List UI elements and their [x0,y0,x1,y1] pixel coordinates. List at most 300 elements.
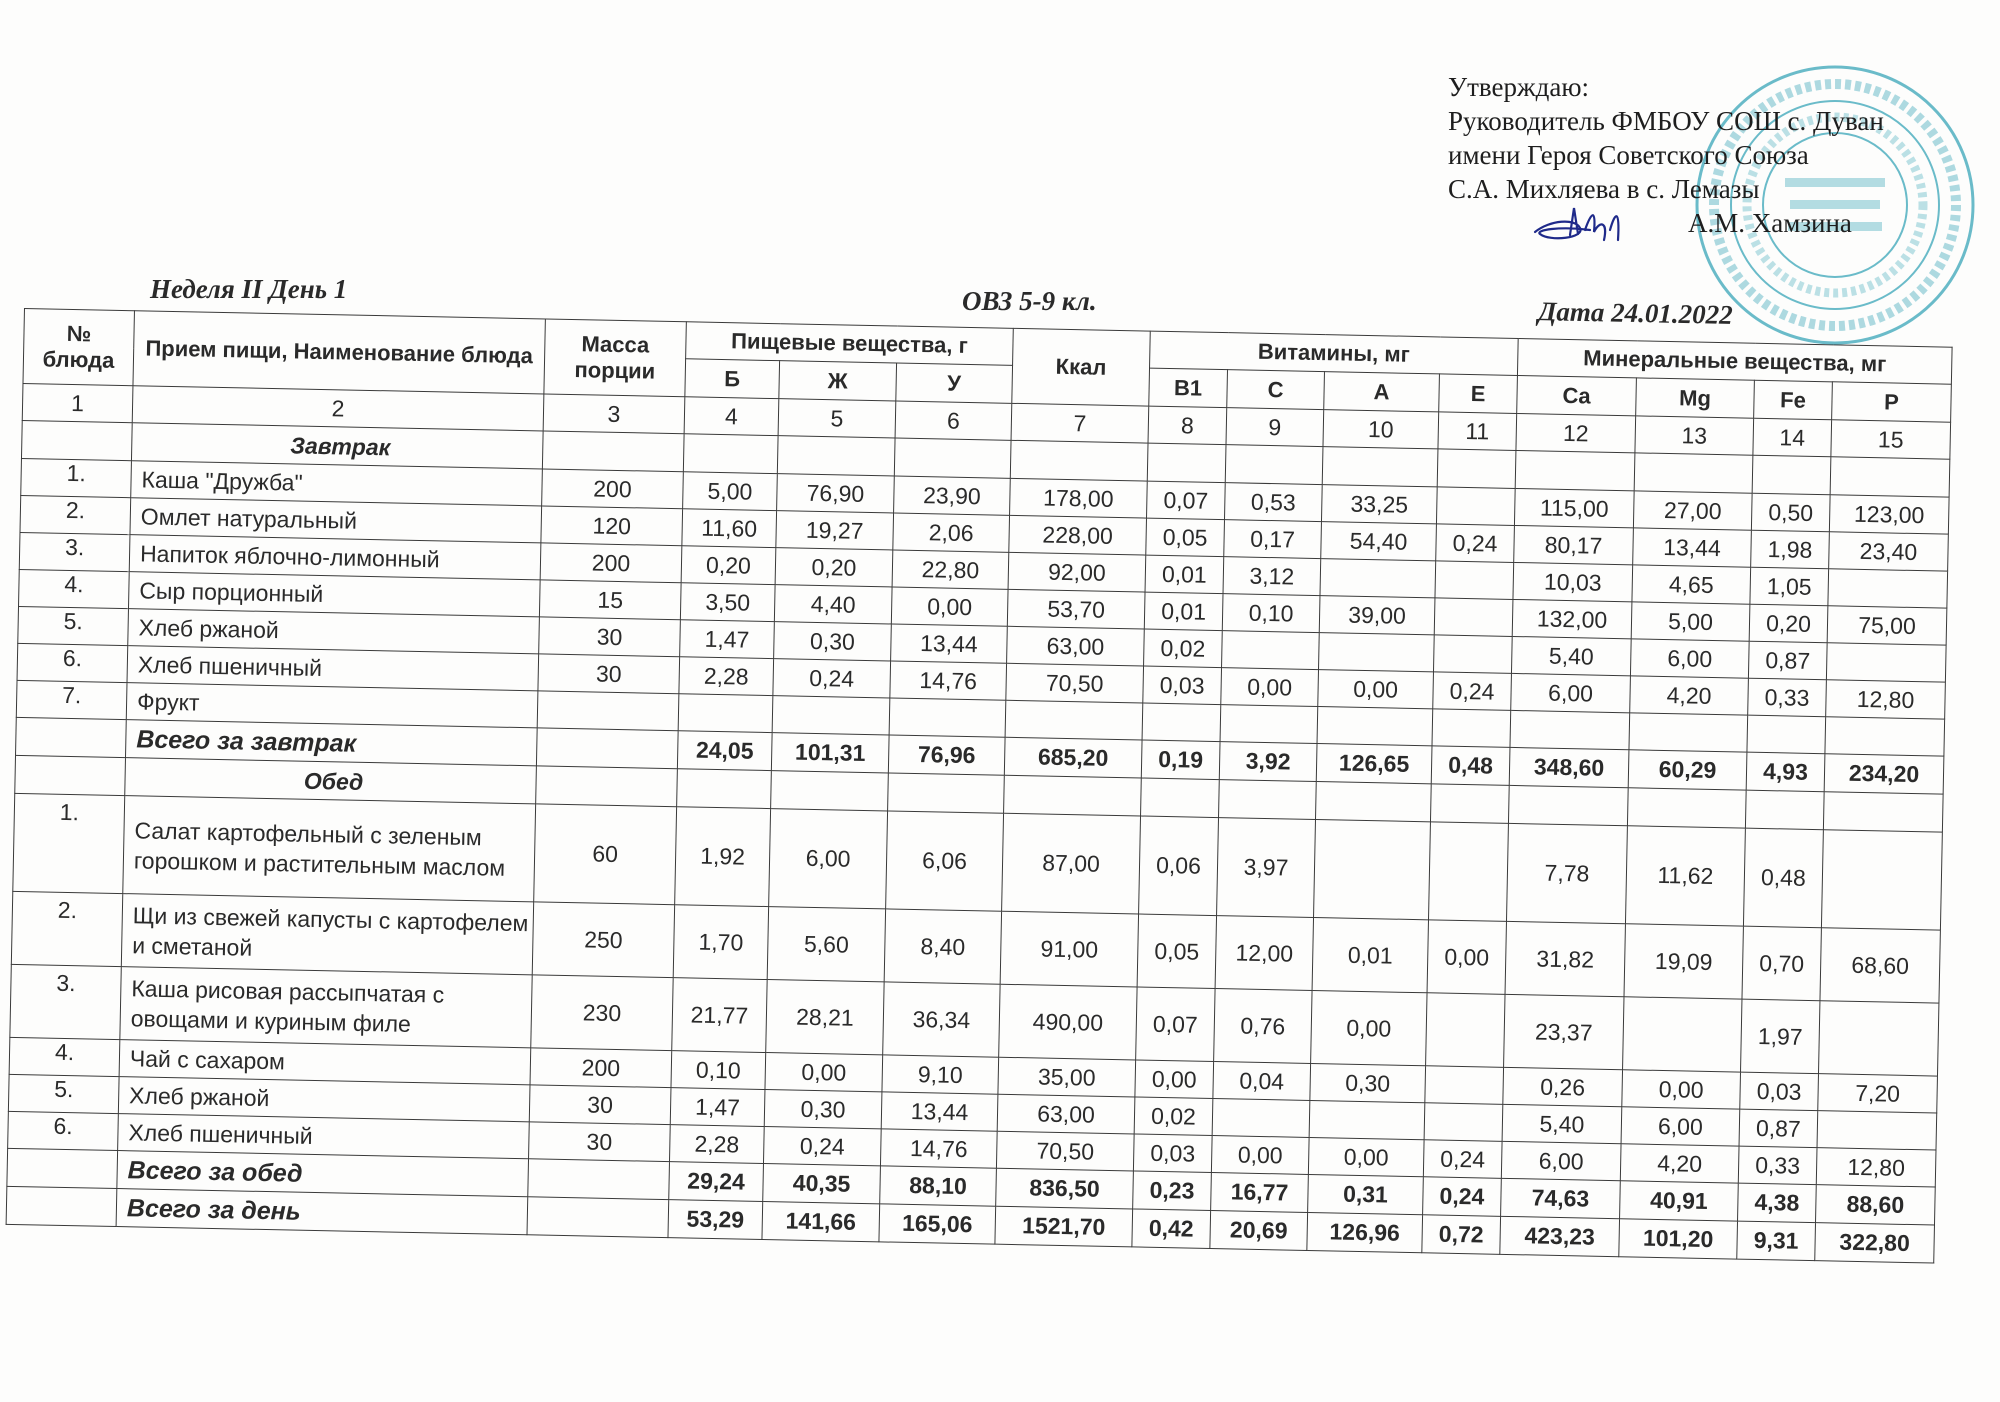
cell-protein: 2,28 [679,657,774,696]
cell-protein [678,694,773,733]
cell-calcium: 0,26 [1503,1067,1623,1106]
cell-protein: 0,20 [681,546,776,585]
header-c: C [1227,370,1325,410]
cell-vitamin-c [1212,1099,1310,1138]
cell-fat [777,436,895,476]
cell-dish-number [15,755,126,795]
cell-vitamin-a: 39,00 [1319,596,1435,635]
cell-carbs: 0,00 [891,587,1008,626]
cell-protein: 24,05 [677,731,772,771]
cell-portion-mass: 200 [530,1048,672,1088]
cell-dish-number: 6. [17,643,128,682]
cell-dish-name: Всего за обед [117,1151,529,1197]
cell-phosphorus [1826,643,1946,682]
cell-vitamin-a: 33,25 [1321,485,1437,524]
cell-dish-number: 4. [19,569,130,608]
grade-label: ОВЗ 5-9 кл. [962,286,1097,316]
cell-iron [1747,715,1826,754]
cell-portion-mass: 30 [538,654,680,694]
cell-fat: 5,60 [767,907,885,982]
cell-vitamin-b1: 0,02 [1134,1097,1213,1136]
column-number: 11 [1438,412,1517,451]
cell-vitamin-e: 0,24 [1423,1140,1502,1179]
cell-vitamin-e [1433,635,1512,674]
cell-vitamin-b1: 0,02 [1144,629,1223,668]
cell-iron: 0,70 [1742,926,1821,1001]
column-number: 8 [1148,406,1227,445]
cell-portion-mass: 250 [532,902,674,978]
column-number: 4 [684,397,779,436]
cell-vitamin-c: 3,97 [1217,818,1316,918]
cell-vitamin-a [1320,559,1436,598]
cell-dish-name: Напиток яблочно-лимонный [129,535,541,580]
cell-magnesium: 60,29 [1628,750,1747,790]
approval-line: Утверждаю: [1448,72,1590,102]
cell-portion-mass: 60 [534,804,677,905]
cell-dish-name: Фрукт [126,683,538,728]
cell-phosphorus [1817,1111,1937,1150]
menu-table-wrapper [6,308,1953,1264]
cell-fat: 0,24 [773,659,891,698]
cell-phosphorus: 12,80 [1826,680,1946,719]
cell-fat [772,696,890,735]
cell-magnesium: 13,44 [1633,528,1752,567]
cell-dish-name: Сыр порционный [128,572,540,617]
cell-carbs [888,773,1005,813]
header-mg: Mg [1636,378,1755,418]
cell-phosphorus: 23,40 [1829,532,1949,571]
cell-iron: 1,05 [1750,567,1829,606]
cell-vitamin-b1: 0,05 [1137,914,1216,989]
cell-protein: 3,50 [680,583,775,622]
cell-kcal [1004,775,1142,816]
cell-kcal: 1521,70 [995,1206,1133,1247]
cell-protein [683,434,778,474]
cell-iron: 0,03 [1740,1072,1819,1111]
cell-phosphorus: 7,20 [1818,1074,1938,1113]
cell-kcal: 228,00 [1009,515,1147,555]
cell-kcal: 92,00 [1008,552,1146,592]
cell-magnesium: 6,00 [1630,639,1749,678]
cell-vitamin-c: 0,00 [1221,668,1319,707]
menu-nutrition-table [6,308,1953,1264]
cell-dish-number [21,420,132,460]
cell-protein: 1,92 [675,807,771,907]
column-number: 13 [1635,416,1754,455]
header-e: E [1439,374,1518,414]
cell-vitamin-b1: 0,03 [1143,666,1222,705]
cell-dish-name: Завтрак [131,423,543,469]
cell-dish-number [16,717,127,757]
cell-vitamin-e: 0,72 [1422,1215,1501,1255]
cell-portion-mass: 30 [529,1122,671,1162]
cell-vitamin-e: 0,24 [1436,524,1515,563]
header-a: A [1324,372,1440,412]
cell-fat: 40,35 [763,1164,881,1204]
cell-iron [1752,455,1831,495]
cell-kcal: 836,50 [996,1168,1134,1209]
cell-protein: 21,77 [672,978,767,1053]
cell-vitamin-e [1424,1103,1503,1142]
cell-carbs: 9,10 [882,1055,999,1094]
cell-dish-number: 2. [20,495,131,534]
column-number: 14 [1753,418,1832,457]
cell-vitamin-e [1425,1066,1504,1105]
cell-vitamin-b1 [1141,778,1220,818]
cell-vitamin-a [1322,447,1438,487]
cell-iron: 0,33 [1738,1146,1817,1185]
cell-portion-mass [536,766,678,807]
cell-magnesium: 11,62 [1625,826,1745,926]
cell-magnesium: 27,00 [1633,491,1752,530]
approval-line: имени Героя Советского Союза [1448,140,1809,170]
cell-vitamin-c: 12,00 [1215,916,1313,991]
cell-vitamin-c [1225,445,1323,485]
cell-vitamin-e [1436,487,1515,526]
cell-dish-number: 3. [19,532,130,571]
cell-magnesium [1634,453,1753,493]
cell-protein: 0,10 [671,1051,766,1090]
column-number: 12 [1516,413,1636,452]
cell-vitamin-a: 0,30 [1310,1063,1426,1102]
signature [1530,200,1640,255]
cell-phosphorus: 322,80 [1815,1223,1935,1263]
header-b1: B1 [1149,368,1228,408]
cell-dish-name: Каша рисовая рассыпчатая с овощами и куриным филе [120,967,532,1048]
header-nutrients: Пищевые вещества, г [686,322,1014,366]
cell-carbs: 14,76 [890,661,1007,700]
cell-magnesium: 4,20 [1620,1144,1739,1183]
cell-calcium: 74,63 [1501,1178,1621,1218]
cell-carbs: 88,10 [880,1166,997,1206]
cell-protein: 2,28 [669,1125,764,1164]
cell-dish-name: Хлеб пшеничный [118,1114,530,1159]
cell-iron: 1,98 [1751,530,1830,569]
column-number: 6 [895,401,1012,440]
cell-kcal: 70,50 [996,1131,1134,1171]
cell-vitamin-e [1434,598,1513,637]
date-label: Дата 24.01.2022 [1537,296,1733,330]
cell-iron: 0,50 [1751,493,1830,532]
cell-dish-name: Чай с сахаром [119,1040,531,1085]
cell-vitamin-e [1430,784,1509,824]
cell-kcal: 70,50 [1006,663,1144,703]
cell-magnesium: 4,20 [1630,676,1749,715]
cell-portion-mass: 230 [531,975,673,1051]
approval-line: Руководитель ФМБОУ СОШ с. Дуван [1448,106,1884,136]
cell-calcium [1510,710,1630,749]
cell-phosphorus [1818,1001,1938,1076]
cell-calcium: 5,40 [1502,1104,1622,1143]
approval-line: С.А. Михляева в с. Лемазы [1448,174,1760,204]
header-vitamins: Витамины, мг [1150,331,1519,375]
cell-magnesium: 6,00 [1621,1107,1740,1146]
cell-fat: 0,30 [774,622,892,661]
cell-vitamin-a: 0,31 [1308,1174,1424,1214]
cell-carbs: 23,90 [894,476,1011,515]
cell-phosphorus: 75,00 [1827,606,1947,645]
cell-vitamin-c [1222,631,1320,670]
header-fat: Ж [779,361,897,401]
cell-kcal: 63,00 [1007,626,1145,666]
cell-dish-name: Всего за день [116,1189,528,1235]
cell-vitamin-b1 [1147,443,1226,483]
cell-iron: 4,93 [1746,752,1825,792]
cell-vitamin-b1: 0,03 [1133,1134,1212,1173]
header-minerals: Минеральные вещества, мг [1517,338,1952,384]
cell-phosphorus [1825,717,1945,756]
cell-dish-name: Обед [125,758,537,804]
cell-protein: 1,47 [680,620,775,659]
cell-carbs [889,698,1006,737]
cell-calcium: 423,23 [1500,1216,1620,1256]
cell-fat: 0,00 [765,1053,883,1092]
cell-vitamin-a: 0,00 [1308,1137,1424,1176]
cell-calcium [1515,450,1635,490]
cell-dish-number: 1. [21,458,132,497]
cell-protein: 53,29 [668,1200,763,1240]
cell-vitamin-b1: 0,00 [1135,1060,1214,1099]
cell-dish-number: 1. [13,793,125,893]
cell-vitamin-c: 0,00 [1211,1136,1309,1175]
cell-carbs: 6,06 [886,811,1004,911]
cell-portion-mass: 30 [539,617,681,657]
cell-calcium: 6,00 [1501,1141,1621,1180]
cell-portion-mass: 15 [539,580,681,620]
cell-phosphorus [1821,830,1942,930]
cell-portion-mass [542,431,684,472]
cell-carbs: 13,44 [891,624,1008,663]
cell-dish-name: Хлеб пшеничный [127,646,539,691]
cell-calcium: 115,00 [1514,488,1634,527]
header-fe: Fe [1754,380,1833,420]
cell-iron: 4,38 [1738,1183,1817,1223]
cell-vitamin-c [1220,705,1318,744]
column-number: 1 [22,383,133,422]
cell-carbs: 2,06 [893,513,1010,552]
cell-fat: 76,90 [777,474,895,513]
approval-signer: А.М. Хамзина [1688,208,1852,238]
header-portion-mass: Масса порции [544,319,686,397]
cell-portion-mass [527,1197,669,1238]
column-number: 5 [778,399,896,438]
cell-dish-name: Хлеб ржаной [118,1077,530,1122]
cell-phosphorus: 123,00 [1829,495,1949,534]
cell-vitamin-e [1432,709,1511,748]
approval-block [1448,70,1884,240]
cell-vitamin-c: 0,17 [1224,520,1322,559]
cell-protein: 11,60 [682,509,777,548]
header-carbs: У [896,363,1013,403]
column-number: 7 [1011,403,1149,443]
cell-kcal: 87,00 [1002,813,1141,914]
cell-magnesium: 4,65 [1632,565,1751,604]
cell-dish-number: 4. [9,1037,120,1076]
cell-fat: 141,66 [762,1202,880,1242]
cell-vitamin-e: 0,24 [1433,672,1512,711]
cell-portion-mass [528,1159,670,1200]
cell-portion-mass: 30 [529,1085,671,1125]
cell-protein: 29,24 [669,1162,764,1202]
cell-calcium: 10,03 [1513,562,1633,601]
cell-protein [677,769,772,809]
cell-iron: 0,20 [1749,604,1828,643]
cell-magnesium: 0,00 [1622,1070,1741,1109]
cell-iron: 0,87 [1739,1109,1818,1148]
cell-vitamin-a: 54,40 [1321,522,1437,561]
cell-fat: 0,30 [764,1090,882,1129]
cell-vitamin-e [1426,993,1505,1068]
cell-fat: 0,24 [763,1127,881,1166]
cell-vitamin-a [1309,1100,1425,1139]
header-protein: Б [685,359,780,399]
cell-magnesium [1627,788,1746,828]
cell-vitamin-e [1429,822,1509,922]
cell-calcium: 5,40 [1511,636,1631,675]
cell-phosphorus: 12,80 [1816,1148,1936,1187]
cell-vitamin-c: 0,04 [1213,1062,1311,1101]
cell-fat: 4,40 [774,585,892,624]
cell-kcal [1005,700,1143,740]
cell-iron: 9,31 [1737,1221,1816,1261]
cell-carbs [894,438,1011,478]
column-number: 9 [1226,408,1324,447]
cell-calcium: 6,00 [1511,673,1631,712]
cell-carbs: 14,76 [880,1129,997,1168]
cell-dish-name: Всего за завтрак [125,720,537,766]
cell-fat: 101,31 [771,733,889,773]
cell-carbs: 165,06 [879,1204,996,1244]
cell-vitamin-b1: 0,07 [1136,987,1215,1062]
cell-dish-name: Хлеб ржаной [128,609,540,654]
column-number: 2 [132,386,544,431]
cell-vitamin-b1: 0,23 [1133,1171,1212,1211]
cell-kcal [1010,440,1148,481]
cell-phosphorus [1823,792,1943,832]
cell-vitamin-c: 0,76 [1214,989,1312,1064]
cell-iron: 0,48 [1743,828,1823,928]
cell-calcium: 23,37 [1504,994,1624,1069]
cell-vitamin-b1: 0,19 [1141,740,1220,780]
cell-vitamin-c: 20,69 [1210,1210,1308,1250]
cell-vitamin-a: 0,01 [1312,918,1428,993]
cell-kcal: 91,00 [1000,911,1138,987]
cell-vitamin-b1: 0,01 [1144,592,1223,631]
cell-phosphorus: 68,60 [1820,928,1940,1003]
cell-vitamin-b1 [1142,703,1221,742]
cell-vitamin-b1: 0,01 [1145,555,1224,594]
cell-vitamin-a: 126,65 [1316,744,1432,784]
cell-magnesium: 40,91 [1620,1181,1739,1221]
cell-vitamin-e: 0,24 [1423,1177,1502,1217]
cell-iron [1745,790,1824,830]
cell-portion-mass [537,691,679,731]
cell-dish-name: Щи из свежей капусты с картофелем и сметаной [121,894,533,975]
cell-vitamin-c: 3,12 [1223,557,1321,596]
cell-protein: 1,70 [673,905,768,980]
cell-dish-number: 5. [18,606,129,645]
header-dish-name: Прием пищи, Наименование блюда [133,311,545,394]
cell-dish-number: 5. [8,1074,119,1113]
cell-vitamin-a: 0,00 [1311,990,1427,1065]
cell-vitamin-a [1319,633,1435,672]
cell-carbs: 13,44 [881,1092,998,1131]
column-number: 10 [1323,410,1439,449]
cell-carbs: 8,40 [884,909,1001,984]
cell-dish-name: Омлет натуральный [130,498,542,543]
cell-magnesium: 5,00 [1631,602,1750,641]
header-kcal: Ккал [1012,328,1150,406]
cell-fat: 19,27 [776,511,894,550]
cell-vitamin-b1: 0,05 [1146,518,1225,557]
cell-dish-number [6,1186,117,1226]
header-dish-number: № блюда [23,309,134,386]
cell-protein: 1,47 [670,1088,765,1127]
cell-vitamin-b1: 0,42 [1132,1209,1211,1249]
cell-calcium: 80,17 [1514,525,1634,564]
cell-vitamin-a: 126,96 [1307,1212,1423,1252]
cell-phosphorus: 234,20 [1824,754,1944,794]
cell-vitamin-c: 16,77 [1211,1173,1309,1213]
cell-fat [771,771,889,811]
cell-carbs: 36,34 [883,982,1000,1057]
header-ca: Ca [1517,375,1637,415]
cell-iron: 0,33 [1748,678,1827,717]
cell-iron: 1,97 [1741,999,1820,1074]
cell-vitamin-c [1219,780,1317,820]
cell-phosphorus [1830,457,1950,497]
cell-portion-mass: 200 [542,469,684,509]
cell-vitamin-e: 0,00 [1427,920,1506,995]
column-number: 15 [1831,420,1951,459]
column-number: 3 [543,394,685,434]
cell-fat: 28,21 [766,980,884,1055]
cell-dish-number [7,1148,118,1188]
header-p: P [1832,382,1952,422]
cell-calcium: 7,78 [1506,823,1627,923]
cell-kcal: 63,00 [997,1094,1135,1134]
cell-vitamin-b1: 0,06 [1139,816,1219,916]
cell-dish-number: 7. [16,680,127,719]
cell-dish-number: 2. [11,891,122,966]
cell-vitamin-a [1315,782,1431,822]
cell-vitamin-c: 0,10 [1222,594,1320,633]
cell-magnesium: 19,09 [1624,924,1743,999]
cell-calcium [1508,785,1628,825]
cell-vitamin-a: 0,00 [1318,670,1434,709]
cell-kcal: 53,70 [1007,589,1145,629]
cell-dish-number: 3. [10,964,121,1039]
cell-kcal: 685,20 [1004,737,1142,778]
cell-protein: 5,00 [683,472,778,511]
cell-magnesium: 101,20 [1619,1219,1738,1259]
cell-dish-name: Каша "Дружба" [131,461,543,506]
cell-vitamin-c: 3,92 [1219,742,1317,782]
cell-calcium: 31,82 [1505,921,1625,996]
cell-kcal: 178,00 [1010,478,1148,518]
cell-portion-mass [536,728,678,769]
week-day-title: Неделя II День 1 [150,274,348,304]
cell-phosphorus: 88,60 [1816,1185,1936,1225]
cell-magnesium [1623,997,1742,1072]
cell-vitamin-e: 0,48 [1431,746,1510,786]
cell-portion-mass: 120 [541,506,683,546]
cell-carbs: 76,96 [888,735,1005,775]
cell-kcal: 490,00 [999,984,1137,1060]
cell-iron: 0,87 [1748,641,1827,680]
cell-calcium: 132,00 [1512,599,1632,638]
cell-magnesium [1629,713,1748,752]
